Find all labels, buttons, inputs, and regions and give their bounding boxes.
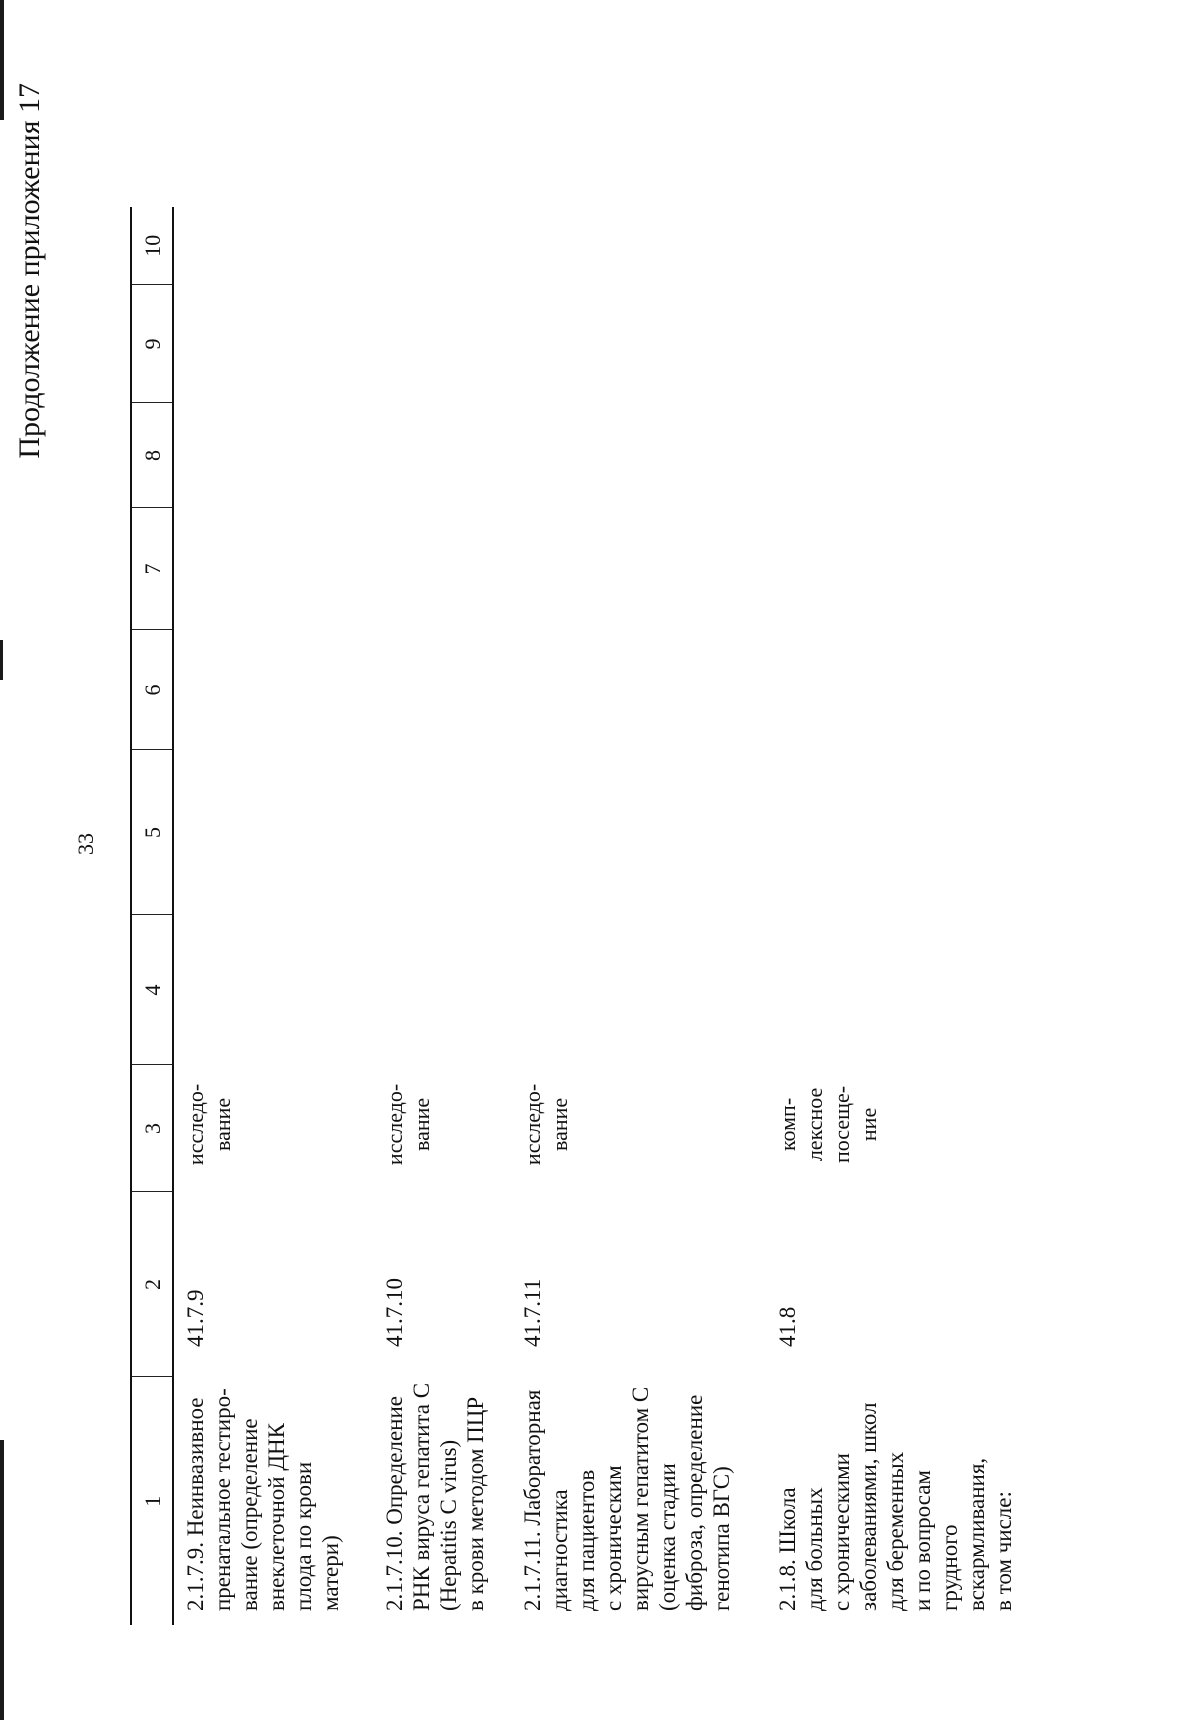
- column-number: 5: [131, 750, 173, 915]
- scan-edge-artifact: [0, 1440, 4, 1720]
- data-table: [130, 207, 1026, 1625]
- service-name-line: и по вопросам: [910, 1470, 935, 1611]
- unit-line: исследо-: [382, 1083, 407, 1166]
- service-name-line: с хроническим: [601, 1465, 626, 1611]
- row-code: 41.8: [775, 1306, 800, 1347]
- unit-line: ние: [856, 1107, 881, 1142]
- table-row: [766, 207, 1026, 1625]
- scan-edge-artifact: [0, 0, 4, 120]
- service-name-line: 2.1.7.10. Определение: [382, 1396, 407, 1611]
- table-row: [511, 207, 766, 1625]
- service-name-cell: [511, 1377, 766, 1625]
- row-code: 41.7.10: [382, 1277, 407, 1347]
- service-name-line: вскармливания,: [964, 1457, 989, 1611]
- unit-cell: [173, 1065, 373, 1192]
- scan-edge-artifact: [0, 640, 3, 680]
- code-cell: [511, 1192, 766, 1377]
- code-cell: [173, 1192, 373, 1377]
- service-name-line: вание (определение: [237, 1418, 262, 1611]
- service-name-line: для беременных: [883, 1451, 908, 1611]
- table-row: [373, 207, 511, 1625]
- unit-line: вание: [547, 1097, 572, 1152]
- column-number: 3: [131, 1065, 173, 1192]
- column-number: 1: [131, 1377, 173, 1625]
- unit-cell: [511, 1065, 766, 1192]
- service-name-line: грудного: [937, 1524, 962, 1611]
- service-name-cell: [766, 1377, 1026, 1625]
- column-number: 7: [131, 508, 173, 630]
- service-name-line: РНК вируса гепатита C: [409, 1382, 434, 1611]
- table-row: [173, 207, 373, 1625]
- service-name-line: заболеваниями, школ: [856, 1402, 881, 1611]
- service-name-line: фиброза, определение: [682, 1394, 707, 1611]
- row-code: 41.7.11: [520, 1278, 545, 1347]
- unit-line: комп-: [775, 1097, 800, 1152]
- service-name-line: в том числе:: [991, 1491, 1016, 1611]
- service-name-line: генотипа ВГС): [709, 1466, 734, 1611]
- service-name-line: вирусным гепатитом С: [628, 1386, 653, 1611]
- service-name-cell: [173, 1377, 373, 1625]
- service-name-line: 2.1.7.11. Лабораторная: [520, 1389, 545, 1611]
- service-name-line: плода по крови: [291, 1461, 316, 1611]
- service-name-line: для пациентов: [574, 1469, 599, 1611]
- service-name-line: (Hepatitis C virus): [436, 1439, 461, 1611]
- column-number: 8: [131, 403, 173, 508]
- service-name-line: с хроническими: [829, 1453, 854, 1611]
- continuation-title: Продолжение приложения 17: [13, 83, 46, 459]
- page-number: 33: [73, 833, 98, 855]
- code-cell: [373, 1192, 511, 1377]
- unit-cell: [373, 1065, 511, 1192]
- unit-line: исследо-: [520, 1083, 545, 1166]
- service-name-line: в крови методом ПЦР: [463, 1396, 488, 1611]
- row-code: 41.7.9: [183, 1289, 208, 1347]
- unit-line: лексное: [802, 1087, 827, 1162]
- service-name-line: 2.1.7.9. Неинвазивное: [183, 1397, 208, 1611]
- code-cell: [766, 1192, 1026, 1377]
- unit-line: посеще-: [829, 1085, 854, 1164]
- rotated-page: [5, 35, 1105, 1655]
- service-name-line: для больных: [802, 1487, 827, 1611]
- unit-line: вание: [409, 1097, 434, 1152]
- column-number: 9: [131, 285, 173, 403]
- column-number: 4: [131, 915, 173, 1065]
- unit-line: исследо-: [183, 1083, 208, 1166]
- column-number: 10: [131, 207, 173, 285]
- service-name-line: матери): [318, 1535, 343, 1611]
- unit-line: вание: [210, 1097, 235, 1152]
- service-name-line: внеклеточной ДНК: [264, 1423, 289, 1611]
- column-number-row: [131, 207, 173, 1625]
- service-name-line: пренатальное тестиро-: [210, 1388, 235, 1611]
- service-name-line: 2.1.8. Школа: [775, 1487, 800, 1611]
- column-number: 6: [131, 630, 173, 750]
- service-name-cell: [373, 1377, 511, 1625]
- service-name-line: (оценка стадии: [655, 1463, 680, 1611]
- unit-cell: [766, 1065, 1026, 1192]
- service-name-line: диагностика: [547, 1489, 572, 1611]
- column-number: 2: [131, 1192, 173, 1377]
